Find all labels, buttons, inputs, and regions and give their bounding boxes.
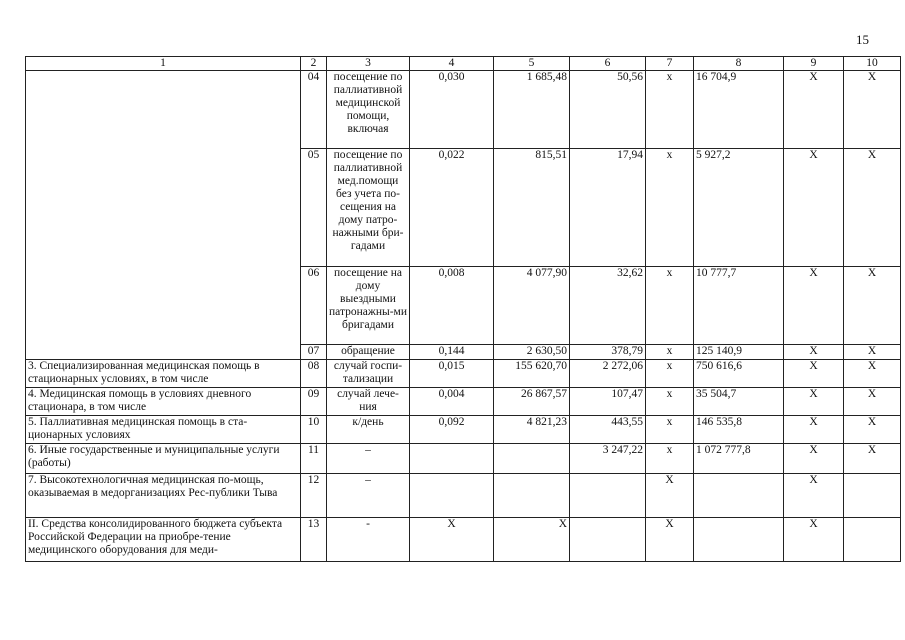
value-cell: X [844,388,901,416]
value-cell: x [646,71,694,149]
value-cell: 3 247,22 [570,444,646,474]
value-cell: X [844,360,901,388]
header-cell: 5 [494,57,570,71]
value-cell: 750 616,6 [694,360,784,388]
row-label [26,71,301,360]
value-cell: X [844,416,901,444]
value-cell: x [646,388,694,416]
value-cell: X [410,518,494,562]
row-code: 05 [301,149,327,267]
value-cell: X [646,518,694,562]
value-cell: 815,51 [494,149,570,267]
value-cell [844,474,901,518]
value-cell: 5 927,2 [694,149,784,267]
row-code: 04 [301,71,327,149]
value-cell: X [784,444,844,474]
value-cell: 1 072 777,8 [694,444,784,474]
header-cell: 10 [844,57,901,71]
value-cell: 378,79 [570,345,646,360]
value-cell: X [494,518,570,562]
row-code: 08 [301,360,327,388]
value-cell: 0,144 [410,345,494,360]
value-cell: 50,56 [570,71,646,149]
value-cell [570,474,646,518]
value-cell: X [784,388,844,416]
header-cell: 4 [410,57,494,71]
unit-cell: – [327,474,410,518]
value-cell: 0,030 [410,71,494,149]
value-cell: X [646,474,694,518]
value-cell [570,518,646,562]
unit-cell: к/день [327,416,410,444]
header-cell: 6 [570,57,646,71]
value-cell: 107,47 [570,388,646,416]
header-cell: 2 [301,57,327,71]
value-cell: 10 777,7 [694,267,784,345]
unit-cell: посещение по паллиативной мед.помощи без учета по-сещения на дому патро-нажными бри-гадами [327,149,410,267]
table-row [26,388,901,416]
row-code: 09 [301,388,327,416]
page-number: 15 [856,32,869,47]
value-cell: 32,62 [570,267,646,345]
unit-cell: – [327,444,410,474]
value-cell: 2 272,06 [570,360,646,388]
value-cell: 16 704,9 [694,71,784,149]
unit-cell: - [327,518,410,562]
table-row [26,71,901,149]
row-code: 06 [301,267,327,345]
value-cell: 2 630,50 [494,345,570,360]
value-cell: 0,004 [410,388,494,416]
value-cell: X [784,345,844,360]
value-cell [410,474,494,518]
value-cell: X [784,518,844,562]
value-cell: X [784,267,844,345]
row-label: 6. Иные государственные и муниципальные услуги (работы) [26,444,301,474]
value-cell: x [646,149,694,267]
value-cell: 0,022 [410,149,494,267]
value-cell: x [646,267,694,345]
header-row [26,57,901,71]
row-code: 10 [301,416,327,444]
table-row [26,474,901,518]
value-cell: 155 620,70 [494,360,570,388]
value-cell: 443,55 [570,416,646,444]
value-cell: X [784,71,844,149]
table-row [26,360,901,388]
unit-cell: обращение [327,345,410,360]
value-cell [494,444,570,474]
unit-cell: посещение по паллиативной медицинской помощи, включая [327,71,410,149]
value-cell: 125 140,9 [694,345,784,360]
value-cell [494,474,570,518]
value-cell: X [784,416,844,444]
table-row [26,416,901,444]
value-cell: 4 077,90 [494,267,570,345]
header-cell: 8 [694,57,784,71]
value-cell: 4 821,23 [494,416,570,444]
value-cell: x [646,345,694,360]
value-cell [410,444,494,474]
value-cell: X [784,149,844,267]
table-row [26,444,901,474]
header-cell: 1 [26,57,301,71]
unit-cell: случай лече-ния [327,388,410,416]
value-cell: x [646,360,694,388]
data-table [25,56,901,562]
row-code: 13 [301,518,327,562]
row-label: 4. Медицинская помощь в условиях дневного стационара, в том числе [26,388,301,416]
value-cell: X [844,149,901,267]
value-cell: 26 867,57 [494,388,570,416]
value-cell: 0,008 [410,267,494,345]
value-cell: X [784,474,844,518]
unit-cell: посещение на дому выездными патронажны-ми бригадами [327,267,410,345]
header-cell: 9 [784,57,844,71]
value-cell [694,474,784,518]
value-cell: 1 685,48 [494,71,570,149]
header-cell: 3 [327,57,410,71]
row-code: 12 [301,474,327,518]
unit-cell: случай госпи-тализации [327,360,410,388]
row-label: 7. Высокотехнологичная медицинская по-мощь, оказываемая в медорганизациях Рес-публики Тыва [26,474,301,518]
value-cell: X [844,267,901,345]
row-code: 07 [301,345,327,360]
header-cell: 7 [646,57,694,71]
value-cell: X [844,444,901,474]
row-label: II. Средства консолидированного бюджета субъекта Российской Федерации на приобре-тение медицинского оборудования для меди- [26,518,301,562]
value-cell: X [844,71,901,149]
value-cell: 35 504,7 [694,388,784,416]
value-cell [694,518,784,562]
value-cell: 0,015 [410,360,494,388]
value-cell: x [646,416,694,444]
value-cell: 17,94 [570,149,646,267]
row-label: 5. Паллиативная медицинская помощь в ста-ционарных условиях [26,416,301,444]
value-cell [844,518,901,562]
value-cell: x [646,444,694,474]
value-cell: X [844,345,901,360]
value-cell: X [784,360,844,388]
value-cell: 0,092 [410,416,494,444]
row-code: 11 [301,444,327,474]
row-label: 3. Специализированная медицинская помощь в стационарных условиях, в том числе [26,360,301,388]
table-row [26,518,901,562]
value-cell: 146 535,8 [694,416,784,444]
